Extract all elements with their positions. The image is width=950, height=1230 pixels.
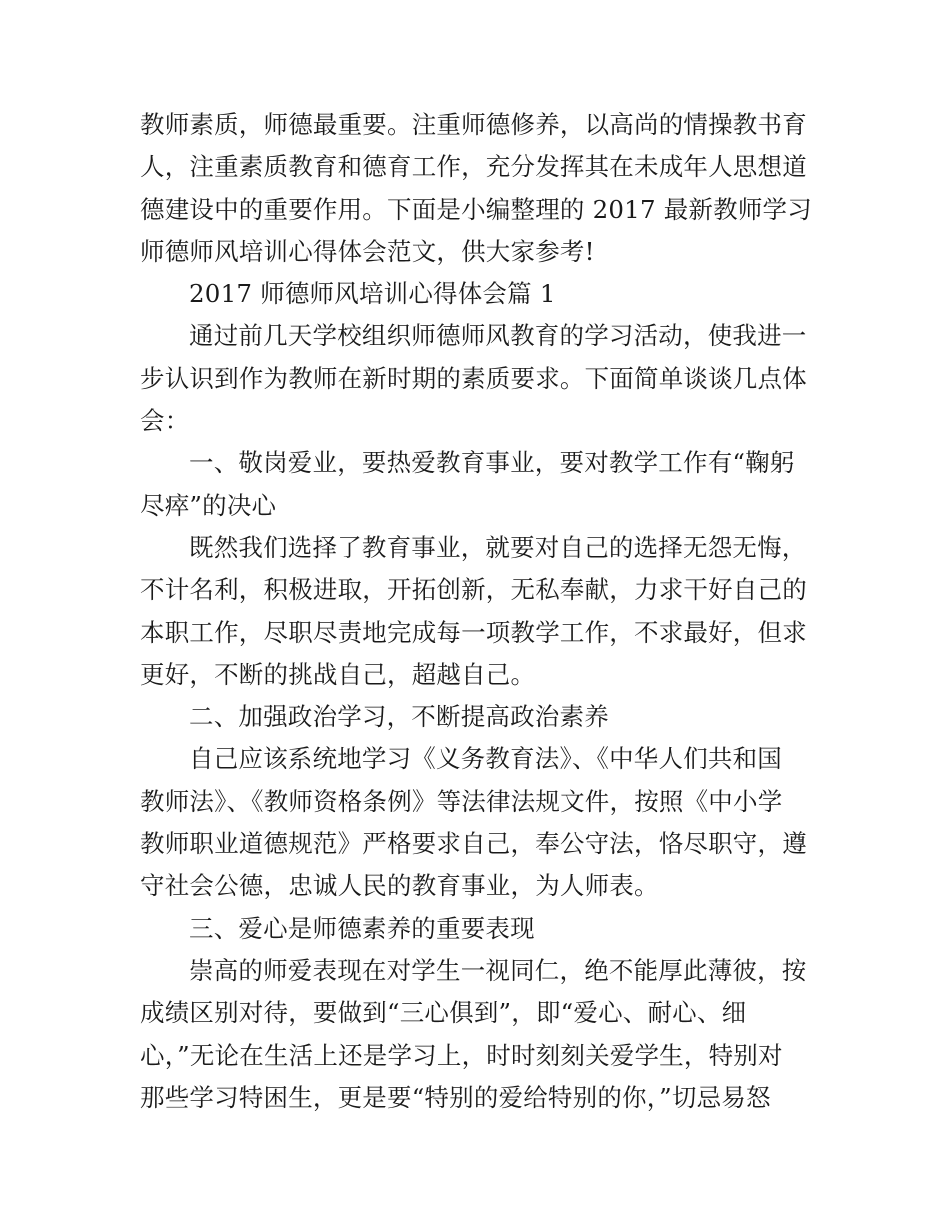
- text-line: 通过前几天学校组织师德师风教育的学习活动，使我进一: [189, 321, 807, 351]
- text-line: 既然我们选择了教育事业，就要对自己的选择无怨无悔，: [189, 532, 807, 562]
- text-line: 不计名利，积极进取，开拓创新，无私奉献，力求干好自己的: [140, 575, 807, 605]
- text-line: 二、加强政治学习，不断提高政治素养: [189, 702, 609, 732]
- text-line: 一、敬岗爱业，要热爱教育事业，要对教学工作有“鞠躬: [189, 448, 795, 478]
- text-line: 步认识到作为教师在新时期的素质要求。下面简单谈谈几点体: [140, 363, 807, 393]
- text-line: 人，注重素质教育和德育工作，充分发挥其在未成年人思想道: [140, 152, 807, 182]
- text-line: 成绩区别对待，要做到“三心俱到”，即“爱心、耐心、细: [140, 998, 747, 1028]
- text-line: 尽瘁”的决心: [140, 490, 277, 520]
- text-line: 会：: [140, 406, 190, 436]
- text-line: 德建设中的重要作用。下面是小编整理的 2017 最新教师学习: [140, 194, 812, 224]
- text-line: 教师职业道德规范》严格要求自己，奉公守法，恪尽职守，遵: [140, 829, 807, 859]
- text-line: 三、爱心是师德素养的重要表现: [189, 913, 535, 943]
- text-line: 2017 师德师风培训心得体会篇 1: [189, 279, 556, 309]
- text-line: 教师法》、《教师资格条例》等法律法规文件，按照《中小学: [140, 786, 783, 816]
- text-line: 心，”无论在生活上还是学习上，时时刻刻关爱学生，特别对: [140, 1040, 783, 1070]
- text-line: 崇高的师爱表现在对学生一视同仁，绝不能厚此薄彼，按: [189, 955, 807, 985]
- text-line: 自己应该系统地学习《义务教育法》、《中华人们共和国: [189, 744, 782, 774]
- text-line: 本职工作，尽职尽责地完成每一项教学工作，不求最好，但求: [140, 617, 807, 647]
- text-line: 教师素质，师德最重要。注重师德修养，以高尚的情操教书育: [140, 110, 807, 139]
- text-line: 师德师风培训心得体会范文，供大家参考!: [140, 236, 595, 266]
- text-line: 守社会公德，忠诚人民的教育事业，为人师表。: [140, 871, 659, 901]
- text-line: 那些学习特困生，更是要“特别的爱给特别的你，”切忌易怒: [140, 1082, 771, 1112]
- document-body: [140, 104, 812, 1119]
- text-line: 更好，不断的挑战自己，超越自己。: [140, 659, 536, 689]
